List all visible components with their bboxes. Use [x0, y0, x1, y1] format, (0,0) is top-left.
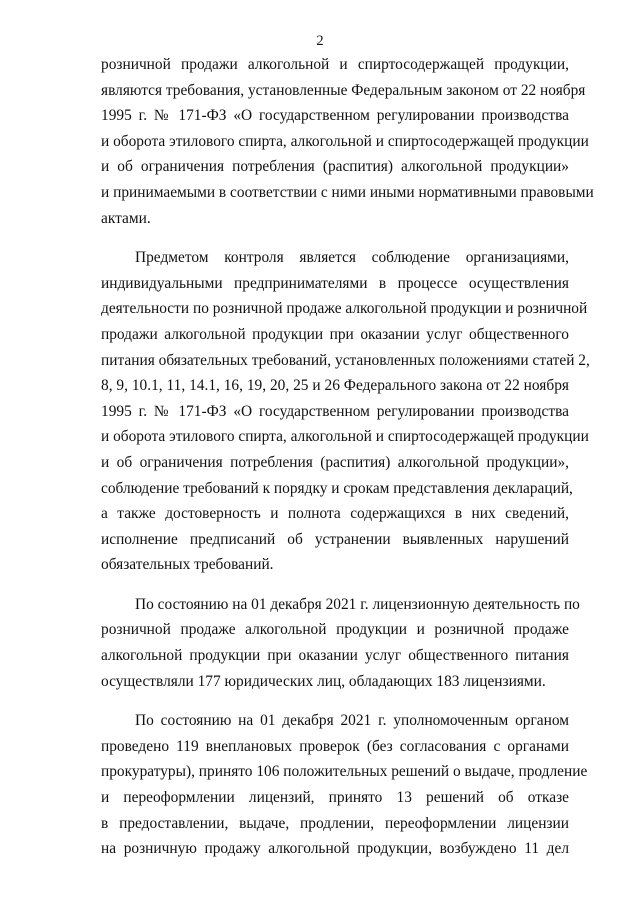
text-line: и оборота этилового спирта, алкогольной и спиртосодержащей продукции: [101, 132, 589, 150]
text-line: питания обязательных требований, установленных положениями статей 2,: [101, 351, 590, 369]
text-line: 1995 г. № 171-ФЗ «О государственном регулировании производства: [101, 107, 569, 125]
paragraph-3: [101, 592, 580, 694]
text-line: проведено 119 внеплановых проверок (без согласования с органами: [101, 737, 569, 755]
text-line: Предметом контроля является соблюдение организациями,: [135, 249, 569, 267]
text-line: индивидуальными предпринимателями в процессе осуществления: [101, 274, 569, 292]
text-line: являются требования, установленные Федеральным законом от 22 ноября: [101, 81, 586, 99]
text-line: и об ограничения потребления (распития) алкогольной продукции»,: [101, 453, 569, 471]
text-line: а также достоверность и полнота содержащихся в них сведений,: [101, 505, 569, 523]
paragraph-4: [101, 708, 588, 862]
text-line: и переоформлении лицензий, принято 13 решений об отказе: [101, 789, 569, 807]
text-line: актами.: [101, 209, 151, 227]
text-line: на розничную продажу алкогольной продукции, возбуждено 11 дел: [101, 840, 569, 858]
text-line: и оборота этилового спирта, алкогольной и спиртосодержащей продукции: [101, 428, 589, 446]
text-line: По состоянию на 01 декабря 2021 г. лицензионную деятельность по: [135, 595, 580, 613]
text-line: и об ограничения потребления (распития) алкогольной продукции»: [101, 158, 569, 176]
paragraph-1: [101, 52, 594, 231]
paragraph-2: [101, 245, 590, 578]
text-line: и принимаемыми в соответствии с ними иными нормативными правовыми: [101, 183, 594, 201]
text-line: обязательных требований.: [101, 556, 274, 574]
document-body: [101, 52, 594, 862]
text-line: алкогольной продукции при оказании услуг общественного питания: [101, 647, 569, 665]
text-line: соблюдение требований к порядку и срокам представления деклараций,: [101, 479, 573, 497]
text-line: в предоставлении, выдаче, продлении, переоформлении лицензии: [101, 814, 569, 832]
text-line: По состоянию на 01 декабря 2021 г. уполномоченным органом: [135, 712, 569, 730]
text-line: продажи алкогольной продукции при оказании услуг общественного: [101, 325, 569, 343]
text-line: 1995 г. № 171-ФЗ «О государственном регулировании производства: [101, 402, 569, 420]
text-line: розничной продаже алкогольной продукции и розничной продаже: [101, 621, 569, 639]
text-line: прокуратуры), принято 106 положительных решений о выдаче, продление: [101, 763, 588, 781]
text-line: исполнение предписаний об устранении выявленных нарушений: [101, 530, 569, 548]
text-line: 8, 9, 10.1, 11, 14.1, 16, 19, 20, 25 и 26 Федерального закона от 22 ноября: [101, 377, 569, 395]
text-line: деятельности по розничной продаже алкогольной продукции и розничной: [101, 300, 588, 318]
page-number: 2: [316, 33, 324, 49]
text-line: розничной продажи алкогольной и спиртосодержащей продукции,: [101, 56, 569, 73]
text-line: осуществляли 177 юридических лиц, обладающих 183 лицензиями.: [101, 672, 546, 690]
